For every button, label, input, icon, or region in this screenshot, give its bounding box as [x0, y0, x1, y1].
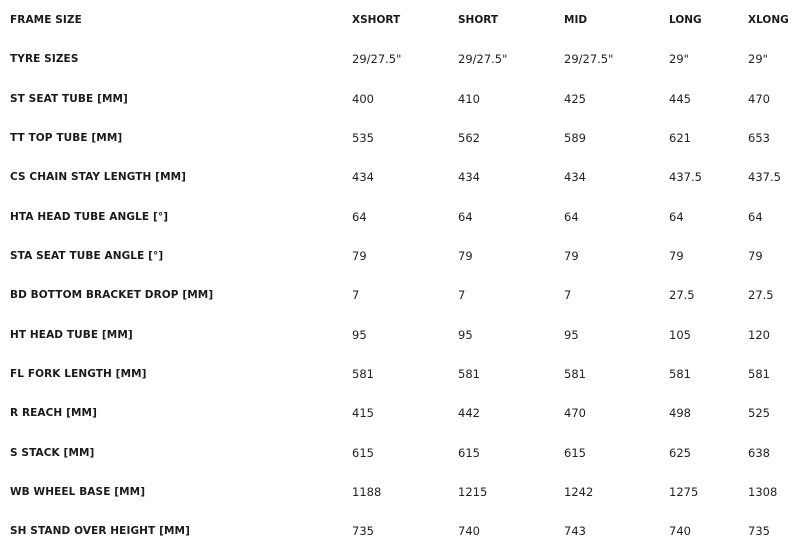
table-row — [0, 393, 800, 433]
row-value: 425 — [564, 92, 586, 106]
table-row — [0, 197, 800, 237]
row-value: 29/27.5" — [352, 52, 402, 66]
table-row — [0, 39, 800, 79]
row-value: 415 — [352, 406, 374, 420]
row-value: 434 — [458, 170, 480, 184]
row-value: 581 — [458, 367, 480, 381]
row-label: HTA HEAD TUBE ANGLE [°] — [10, 211, 169, 223]
row-value: 95 — [458, 328, 473, 342]
row-value: 1275 — [669, 485, 699, 499]
row-value: 581 — [748, 367, 770, 381]
header-size-xshort: XSHORT — [352, 14, 401, 26]
row-label: ST SEAT TUBE [MM] — [10, 93, 128, 105]
row-value: 445 — [669, 92, 691, 106]
row-value: 621 — [669, 131, 691, 145]
row-value: 95 — [564, 328, 579, 342]
row-label: TT TOP TUBE [MM] — [10, 132, 123, 144]
row-value: 581 — [352, 367, 374, 381]
row-value: 437.5 — [669, 170, 702, 184]
row-label: S STACK [MM] — [10, 447, 95, 459]
row-value: 79 — [352, 249, 367, 263]
row-value: 64 — [564, 210, 579, 224]
table-row — [0, 354, 800, 394]
row-label: WB WHEEL BASE [MM] — [10, 486, 146, 498]
row-label: CS CHAIN STAY LENGTH [MM] — [10, 171, 187, 183]
table-row — [0, 275, 800, 315]
row-value: 1308 — [748, 485, 778, 499]
row-value: 442 — [458, 406, 480, 420]
row-label: SH STAND OVER HEIGHT [MM] — [10, 525, 190, 537]
row-value: 64 — [748, 210, 763, 224]
row-label: BD BOTTOM BRACKET DROP [MM] — [10, 289, 214, 301]
row-label: TYRE SIZES — [10, 53, 79, 65]
table-row — [0, 118, 800, 158]
row-value: 653 — [748, 131, 770, 145]
row-value: 7 — [564, 288, 572, 302]
table-row — [0, 511, 800, 551]
header-size-mid: MID — [564, 14, 588, 26]
row-value: 625 — [669, 446, 691, 460]
row-value: 470 — [564, 406, 586, 420]
row-value: 1242 — [564, 485, 594, 499]
row-value: 410 — [458, 92, 480, 106]
table-row — [0, 157, 800, 197]
table-row — [0, 315, 800, 355]
row-value: 7 — [458, 288, 466, 302]
row-value: 434 — [352, 170, 374, 184]
row-value: 400 — [352, 92, 374, 106]
row-value: 589 — [564, 131, 586, 145]
table-row — [0, 433, 800, 473]
row-value: 79 — [669, 249, 684, 263]
row-value: 437.5 — [748, 170, 781, 184]
row-value: 95 — [352, 328, 367, 342]
table-row — [0, 236, 800, 276]
header-size-short: SHORT — [458, 14, 499, 26]
row-value: 740 — [669, 524, 691, 538]
row-value: 79 — [564, 249, 579, 263]
row-value: 638 — [748, 446, 770, 460]
header-row — [0, 0, 800, 40]
row-label: HT HEAD TUBE [MM] — [10, 329, 133, 341]
row-value: 562 — [458, 131, 480, 145]
row-value: 1215 — [458, 485, 488, 499]
row-value: 740 — [458, 524, 480, 538]
row-value: 1188 — [352, 485, 382, 499]
row-value: 64 — [352, 210, 367, 224]
row-value: 615 — [564, 446, 586, 460]
row-value: 498 — [669, 406, 691, 420]
row-value: 615 — [352, 446, 374, 460]
header-size-xlong: XLONG — [748, 14, 789, 26]
row-value: 434 — [564, 170, 586, 184]
row-value: 29/27.5" — [564, 52, 614, 66]
table-row — [0, 79, 800, 119]
row-value: 535 — [352, 131, 374, 145]
row-value: 29/27.5" — [458, 52, 508, 66]
row-value: 735 — [748, 524, 770, 538]
row-value: 27.5 — [669, 288, 695, 302]
row-value: 615 — [458, 446, 480, 460]
row-value: 79 — [458, 249, 473, 263]
row-value: 743 — [564, 524, 586, 538]
header-size-long: LONG — [669, 14, 702, 26]
row-value: 7 — [352, 288, 360, 302]
row-value: 64 — [669, 210, 684, 224]
row-value: 64 — [458, 210, 473, 224]
row-value: 120 — [748, 328, 770, 342]
row-label: R REACH [MM] — [10, 407, 97, 419]
table-row — [0, 472, 800, 512]
row-value: 470 — [748, 92, 770, 106]
header-label: FRAME SIZE — [10, 14, 82, 26]
row-label: STA SEAT TUBE ANGLE [°] — [10, 250, 164, 262]
row-value: 29" — [669, 52, 689, 66]
row-value: 27.5 — [748, 288, 774, 302]
row-value: 105 — [669, 328, 691, 342]
row-value: 581 — [669, 367, 691, 381]
row-value: 525 — [748, 406, 770, 420]
row-value: 79 — [748, 249, 763, 263]
row-label: FL FORK LENGTH [MM] — [10, 368, 147, 380]
row-value: 735 — [352, 524, 374, 538]
row-value: 581 — [564, 367, 586, 381]
row-value: 29" — [748, 52, 768, 66]
